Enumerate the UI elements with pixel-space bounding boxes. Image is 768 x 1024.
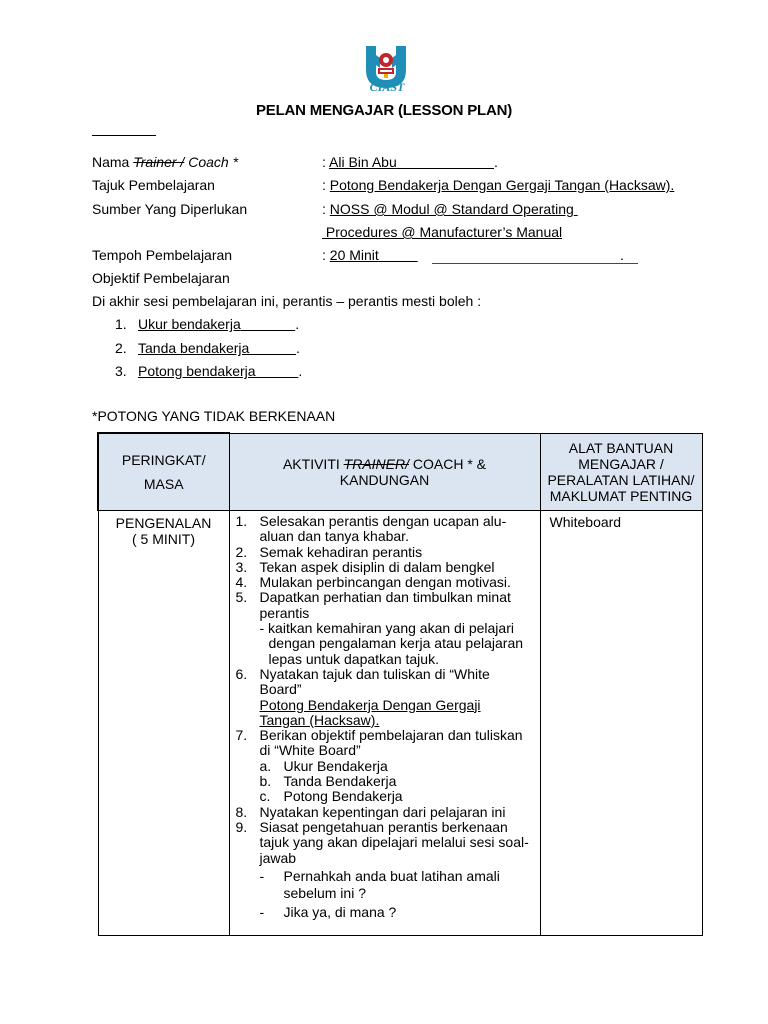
- tools-cell: Whiteboard: [540, 511, 702, 936]
- activity-item: 9. Siasat pengetahuan perantis berkenaan tajuk yang akan dipelajari melalui sesi soal-jawab - Pernahkah anda buat latihan amali sebelum ini ? - Jika ya, di mana ?: [235, 818, 529, 920]
- tajuk-label: Tajuk Pembelajaran: [92, 177, 215, 193]
- tempoh-value: : 20 Minit: [322, 247, 379, 263]
- phase-time: ( 5 MINIT): [132, 531, 195, 547]
- objective-item: 2. Tanda bendakerja .: [115, 340, 300, 356]
- objective-item: 3. Potong bendakerja .: [115, 363, 303, 379]
- table-row: [98, 511, 702, 936]
- activity-item: 3. Tekan aspek disiplin di dalam bengkel: [235, 558, 495, 575]
- activities-cell: [229, 511, 540, 936]
- activity-item: 6. Nyatakan tajuk dan tuliskan di “White Board” Potong Bendakerja Dengan Gergaji Tangan (Hacksaw).: [235, 665, 490, 728]
- nama-label: Nama Trainer / Coach *: [92, 154, 239, 170]
- activity-item: 5. Dapatkan perhatian dan timbulkan minat perantis - kaitkan kemahiran yang akan di pelajari dengan pengalaman kerja atau pelajaran lepas untuk dapatkan tajuk.: [235, 589, 524, 667]
- tempoh-label: Tempoh Pembelajaran: [92, 247, 233, 263]
- activity-item: 8. Nyatakan kepentingan dari pelajaran ini: [235, 803, 506, 820]
- logo-text: CIAST: [369, 80, 405, 94]
- tajuk-value: : Potong Bendakerja Dengan Gergaji Tangan (Hacksaw).: [322, 177, 675, 193]
- activity-item: 7. Berikan objektif pembelajaran dan tuliskan di “White Board” a. Ukur Bendakerja b. Tanda Bendakerja c. Potong Bendakerja: [235, 727, 523, 805]
- red-underline: [432, 263, 638, 264]
- lesson-plan-table: [97, 432, 703, 936]
- col-header-aktiviti: AKTIVITI TRAINER/ COACH * & KANDUNGAN: [229, 433, 540, 511]
- objektif-intro: Di akhir sesi pembelajaran ini, perantis – perantis mesti boleh :: [92, 293, 482, 309]
- sumber-value-2: Procedures @ Manufacturer’s Manual: [322, 224, 563, 240]
- activity-item: 4. Mulakan perbincangan dengan motivasi.: [235, 574, 511, 591]
- sumber-value-1: : NOSS @ Modul @ Standard Operating: [322, 201, 574, 217]
- nama-value: : Ali Bin Abu .: [322, 154, 498, 170]
- phase-cell: [98, 511, 229, 936]
- objektif-label: Objektif Pembelajaran: [92, 270, 230, 286]
- page-title: PELAN MENGAJAR (LESSON PLAN): [255, 102, 513, 119]
- sumber-label: Sumber Yang Diperlukan: [92, 201, 248, 217]
- phase-label: PENGENALAN: [115, 515, 212, 531]
- note-text: *POTONG YANG TIDAK BERKENAAN: [92, 408, 336, 424]
- activity-item: 1. Selesakan perantis dengan ucapan alu-aluan dan tanya khabar.: [235, 513, 507, 545]
- col-header-peringkat: PERINGKAT/ MASA: [98, 433, 229, 511]
- tempoh-dot: .: [620, 247, 624, 263]
- objective-item: 1. Ukur bendakerja .: [115, 316, 300, 332]
- table-header-row: [98, 433, 702, 511]
- divider: [92, 135, 156, 136]
- col-header-alat: ALAT BANTUAN MENGAJAR / PERALATAN LATIHAN/ MAKLUMAT PENTING: [540, 433, 702, 511]
- activity-item: 2. Semak kehadiran perantis: [235, 543, 423, 560]
